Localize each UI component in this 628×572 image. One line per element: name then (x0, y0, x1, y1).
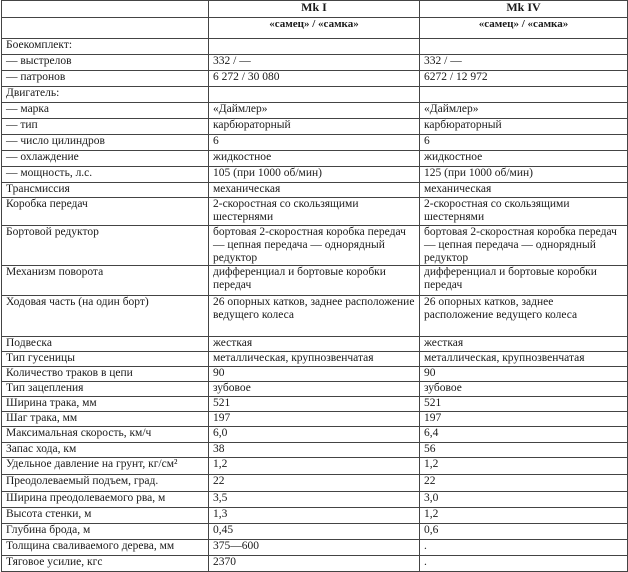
mk1-value-cell: 22 (209, 475, 420, 492)
row-label-cell: Высота стенки, м (2, 508, 209, 524)
table-row (2, 337, 628, 352)
mk4-value-cell: 3,0 (420, 492, 628, 508)
header-row (2, 1, 628, 18)
mk4-value-cell: 1,2 (420, 458, 628, 475)
mk4-value-cell: 197 (420, 412, 628, 427)
mk1-value-cell: 375—600 (209, 540, 420, 556)
spec-table (1, 0, 628, 572)
table-body (2, 39, 628, 572)
mk4-value-cell: 56 (420, 443, 628, 458)
mk4-value-cell: 6272 / 12 972 (420, 71, 628, 87)
mk1-value-cell (209, 39, 420, 55)
mk4-value-cell: 26 опорных катков, заднее расположение ведущего колеса (420, 296, 628, 337)
row-label-cell: Толщина сваливаемого дерева, мм (2, 540, 209, 556)
mk4-value-cell: 90 (420, 367, 628, 382)
table-row (2, 475, 628, 492)
mk1-value-cell: 3,5 (209, 492, 420, 508)
table-row (2, 198, 628, 226)
mk1-value-cell: 26 опорных катков, заднее расположение ведущего колеса (209, 296, 420, 337)
mk1-value-cell: «Даймлер» (209, 103, 420, 119)
mk1-value-cell: 6,0 (209, 427, 420, 443)
mk4-value-cell: жесткая (420, 337, 628, 352)
table-row (2, 540, 628, 556)
subheader-mk4: «самец» / «самка» (420, 18, 628, 39)
table-row (2, 103, 628, 119)
mk1-value-cell: 0,45 (209, 524, 420, 540)
mk1-value-cell: 521 (209, 397, 420, 412)
mk1-value-cell: 332 / — (209, 55, 420, 71)
table-row (2, 458, 628, 475)
table-row (2, 524, 628, 540)
mk4-value-cell: 521 (420, 397, 628, 412)
mk1-value-cell: дифференциал и бортовые коробки передач (209, 266, 420, 296)
row-label-cell: Ширина трака, мм (2, 397, 209, 412)
header-mk1: Mk I (209, 1, 420, 18)
mk4-value-cell: 6 (420, 135, 628, 151)
table-row (2, 266, 628, 296)
row-label-cell: — мощность, л.с. (2, 167, 209, 183)
row-label-cell: Тип зацепления (2, 382, 209, 397)
mk4-value-cell: бортовая 2-скоростная коробка передач — цепная передача — однорядный редуктор (420, 226, 628, 266)
table-row (2, 352, 628, 367)
mk1-value-cell: 197 (209, 412, 420, 427)
table-row (2, 367, 628, 382)
mk4-value-cell: дифференциал и бортовые коробки передач (420, 266, 628, 296)
row-label-cell: Боекомплект: (2, 39, 209, 55)
table-row (2, 508, 628, 524)
mk4-value-cell: . (420, 540, 628, 556)
mk4-value-cell: 125 (при 1000 об/мин) (420, 167, 628, 183)
table-row (2, 151, 628, 167)
header-mk4: Mk IV (420, 1, 628, 18)
mk1-value-cell: металлическая, крупнозвенчатая (209, 352, 420, 367)
row-label-cell: Глубина брода, м (2, 524, 209, 540)
mk4-value-cell (420, 39, 628, 55)
row-label-cell: Запас хода, км (2, 443, 209, 458)
subheader-mk1: «самец» / «самка» (209, 18, 420, 39)
mk4-value-cell: металлическая, крупнозвенчатая (420, 352, 628, 367)
mk4-value-cell: 1,2 (420, 508, 628, 524)
mk1-value-cell: бортовая 2-скоростная коробка передач — цепная передача — однорядный редуктор (209, 226, 420, 266)
table-row (2, 55, 628, 71)
row-label-cell: — охлаждение (2, 151, 209, 167)
row-label-cell: Коробка передач (2, 198, 209, 226)
table-row (2, 382, 628, 397)
mk1-value-cell: жидкостное (209, 151, 420, 167)
row-label-cell: — марка (2, 103, 209, 119)
row-label-cell: Бортовой редуктор (2, 226, 209, 266)
row-label-cell: Максимальная скорость, км/ч (2, 427, 209, 443)
mk1-value-cell (209, 87, 420, 103)
mk4-value-cell: 2-скоростная со скользящими шестернями (420, 198, 628, 226)
table-row (2, 71, 628, 87)
table-row (2, 443, 628, 458)
mk4-value-cell: механическая (420, 183, 628, 198)
mk4-value-cell: 6,4 (420, 427, 628, 443)
mk4-value-cell: 332 / — (420, 55, 628, 71)
row-label-cell: — патронов (2, 71, 209, 87)
mk4-value-cell: . (420, 556, 628, 572)
table-row (2, 412, 628, 427)
mk1-value-cell: 1,2 (209, 458, 420, 475)
mk1-value-cell: 38 (209, 443, 420, 458)
mk4-value-cell: карбюраторный (420, 119, 628, 135)
row-label-cell: Количество траков в цепи (2, 367, 209, 382)
row-label-cell: Трансмиссия (2, 183, 209, 198)
row-label-cell: Двигатель: (2, 87, 209, 103)
mk4-value-cell: жидкостное (420, 151, 628, 167)
mk4-value-cell: 0,6 (420, 524, 628, 540)
table-row (2, 183, 628, 198)
mk4-value-cell: «Даймлер» (420, 103, 628, 119)
table-row (2, 556, 628, 572)
mk1-value-cell: 6 (209, 135, 420, 151)
row-label-cell: Шаг трака, мм (2, 412, 209, 427)
mk4-value-cell: зубовое (420, 382, 628, 397)
row-label-cell: Подвеска (2, 337, 209, 352)
mk1-value-cell: 105 (при 1000 об/мин) (209, 167, 420, 183)
table-row (2, 296, 628, 337)
table-row (2, 492, 628, 508)
mk1-value-cell: механическая (209, 183, 420, 198)
mk1-value-cell: 6 272 / 30 080 (209, 71, 420, 87)
row-label-cell: Тяговое усилие, кгс (2, 556, 209, 572)
mk1-value-cell: 1,3 (209, 508, 420, 524)
mk4-value-cell (420, 87, 628, 103)
row-label-cell: Преодолеваемый подъем, град. (2, 475, 209, 492)
subheader-row (2, 18, 628, 39)
row-label-cell: Удельное давление на грунт, кг/см² (2, 458, 209, 475)
mk1-value-cell: жесткая (209, 337, 420, 352)
header-empty-cell (2, 1, 209, 18)
mk1-value-cell: зубовое (209, 382, 420, 397)
row-label-cell: Ходовая часть (на один борт) (2, 296, 209, 337)
table-row (2, 39, 628, 55)
table-row (2, 167, 628, 183)
mk1-value-cell: 2370 (209, 556, 420, 572)
table-row (2, 135, 628, 151)
table-row (2, 119, 628, 135)
row-label-cell: — тип (2, 119, 209, 135)
mk1-value-cell: 2-скоростная со скользящими шестернями (209, 198, 420, 226)
row-label-cell: — выстрелов (2, 55, 209, 71)
table-row (2, 87, 628, 103)
table-row (2, 397, 628, 412)
row-label-cell: — число цилиндров (2, 135, 209, 151)
row-label-cell: Ширина преодолеваемого рва, м (2, 492, 209, 508)
mk1-value-cell: карбюраторный (209, 119, 420, 135)
mk4-value-cell: 22 (420, 475, 628, 492)
table-row (2, 226, 628, 266)
row-label-cell: Механизм поворота (2, 266, 209, 296)
mk1-value-cell: 90 (209, 367, 420, 382)
row-label-cell: Тип гусеницы (2, 352, 209, 367)
subheader-empty-cell (2, 18, 209, 39)
table-row (2, 427, 628, 443)
